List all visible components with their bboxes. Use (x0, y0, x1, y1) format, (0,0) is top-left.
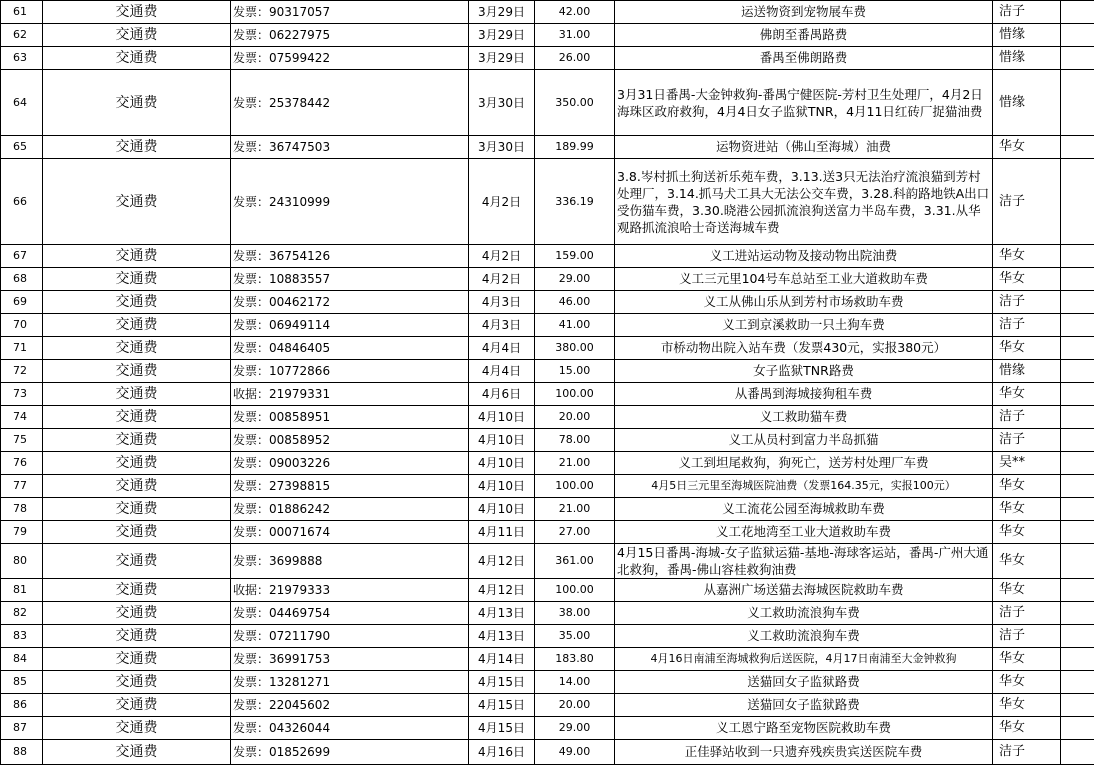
row-number: 74 (1, 406, 43, 429)
row-invoice: 发票：01886242 (231, 498, 469, 521)
row-amount: 42.00 (535, 1, 615, 24)
row-description: 3月31日番禺-大金钟救狗-番禺宁健医院-芳村卫生处理厂，4月2日海珠区政府救狗，4月4日女子监狱TNR，4月11日红砖厂捉猫油费 (615, 70, 993, 136)
row-category: 交通费 (43, 602, 231, 625)
row-empty-cell (1061, 521, 1094, 544)
row-number: 88 (1, 740, 43, 765)
row-amount: 100.00 (535, 383, 615, 406)
table-row (1, 602, 1094, 625)
row-date: 4月13日 (469, 602, 535, 625)
row-description: 义工到京溪救助一只土狗车费 (615, 314, 993, 337)
row-empty-cell (1061, 579, 1094, 602)
row-person: 华女 (993, 498, 1061, 521)
row-category: 交通费 (43, 24, 231, 47)
row-empty-cell (1061, 360, 1094, 383)
row-person: 华女 (993, 521, 1061, 544)
row-description: 佛朗至番禺路费 (615, 24, 993, 47)
row-number: 66 (1, 159, 43, 245)
row-invoice: 发票：09003226 (231, 452, 469, 475)
row-date: 4月13日 (469, 625, 535, 648)
row-invoice: 发票：06949114 (231, 314, 469, 337)
row-invoice: 发票：10883557 (231, 268, 469, 291)
row-person: 洁子 (993, 406, 1061, 429)
row-date: 4月15日 (469, 694, 535, 717)
row-date: 3月30日 (469, 136, 535, 159)
row-person: 洁子 (993, 314, 1061, 337)
row-empty-cell (1061, 70, 1094, 136)
row-category: 交通费 (43, 314, 231, 337)
row-amount: 336.19 (535, 159, 615, 245)
table-row (1, 625, 1094, 648)
row-date: 4月15日 (469, 671, 535, 694)
table-row (1, 1, 1094, 24)
row-amount: 29.00 (535, 717, 615, 740)
row-person: 洁子 (993, 429, 1061, 452)
table-row (1, 268, 1094, 291)
row-invoice: 发票：36747503 (231, 136, 469, 159)
row-amount: 159.00 (535, 245, 615, 268)
row-person: 华女 (993, 717, 1061, 740)
row-empty-cell (1061, 159, 1094, 245)
row-amount: 100.00 (535, 475, 615, 498)
row-empty-cell (1061, 602, 1094, 625)
row-amount: 38.00 (535, 602, 615, 625)
row-person: 惜缘 (993, 24, 1061, 47)
row-number: 83 (1, 625, 43, 648)
row-amount: 41.00 (535, 314, 615, 337)
row-description: 义工救助流浪狗车费 (615, 625, 993, 648)
row-amount: 100.00 (535, 579, 615, 602)
row-description: 送猫回女子监狱路费 (615, 671, 993, 694)
row-description: 从番禺到海城接狗租车费 (615, 383, 993, 406)
row-date: 4月11日 (469, 521, 535, 544)
table-row (1, 475, 1094, 498)
row-person: 华女 (993, 544, 1061, 579)
row-empty-cell (1061, 694, 1094, 717)
row-category: 交通费 (43, 159, 231, 245)
row-category: 交通费 (43, 136, 231, 159)
row-description: 义工救助猫车费 (615, 406, 993, 429)
row-description: 义工救助流浪狗车费 (615, 602, 993, 625)
row-invoice: 发票：10772866 (231, 360, 469, 383)
row-empty-cell (1061, 625, 1094, 648)
row-empty-cell (1061, 291, 1094, 314)
row-invoice: 发票：07599422 (231, 47, 469, 70)
row-person: 华女 (993, 648, 1061, 671)
row-amount: 26.00 (535, 47, 615, 70)
row-date: 4月2日 (469, 159, 535, 245)
row-amount: 361.00 (535, 544, 615, 579)
row-invoice: 发票：04846405 (231, 337, 469, 360)
row-number: 63 (1, 47, 43, 70)
row-category: 交通费 (43, 740, 231, 765)
row-number: 71 (1, 337, 43, 360)
row-category: 交通费 (43, 406, 231, 429)
row-number: 86 (1, 694, 43, 717)
row-invoice: 收据：21979331 (231, 383, 469, 406)
row-invoice: 发票：04326044 (231, 717, 469, 740)
row-date: 4月12日 (469, 579, 535, 602)
row-description: 义工从佛山乐从到芳村市场救助车费 (615, 291, 993, 314)
row-invoice: 发票：25378442 (231, 70, 469, 136)
row-number: 70 (1, 314, 43, 337)
row-number: 87 (1, 717, 43, 740)
row-empty-cell (1061, 498, 1094, 521)
row-date: 4月10日 (469, 498, 535, 521)
row-empty-cell (1061, 452, 1094, 475)
row-empty-cell (1061, 475, 1094, 498)
row-empty-cell (1061, 136, 1094, 159)
row-amount: 183.80 (535, 648, 615, 671)
row-description: 送猫回女子监狱路费 (615, 694, 993, 717)
row-date: 4月16日 (469, 740, 535, 765)
row-date: 4月14日 (469, 648, 535, 671)
row-date: 4月3日 (469, 291, 535, 314)
row-invoice: 发票：22045602 (231, 694, 469, 717)
row-amount: 35.00 (535, 625, 615, 648)
row-number: 76 (1, 452, 43, 475)
row-empty-cell (1061, 245, 1094, 268)
row-amount: 21.00 (535, 498, 615, 521)
row-number: 84 (1, 648, 43, 671)
row-empty-cell (1061, 314, 1094, 337)
row-invoice: 发票：27398815 (231, 475, 469, 498)
row-person: 洁子 (993, 1, 1061, 24)
row-date: 4月10日 (469, 452, 535, 475)
row-amount: 29.00 (535, 268, 615, 291)
row-amount: 21.00 (535, 452, 615, 475)
row-invoice: 发票：90317057 (231, 1, 469, 24)
row-amount: 15.00 (535, 360, 615, 383)
row-category: 交通费 (43, 429, 231, 452)
row-empty-cell (1061, 406, 1094, 429)
row-person: 洁子 (993, 602, 1061, 625)
row-date: 4月2日 (469, 268, 535, 291)
row-category: 交通费 (43, 671, 231, 694)
table-row (1, 694, 1094, 717)
row-date: 3月29日 (469, 24, 535, 47)
row-invoice: 发票：07211790 (231, 625, 469, 648)
table-row (1, 70, 1094, 136)
row-number: 65 (1, 136, 43, 159)
table-row (1, 24, 1094, 47)
row-description: 4月15日番禺-海城-女子监狱运猫-基地-海球客运站，番禺-广州大通北救狗，番禺-佛山容桂救狗油费 (615, 544, 993, 579)
row-description: 4月16日南浦至海城救狗后送医院，4月17日南浦至大金钟救狗 (615, 648, 993, 671)
table-row (1, 521, 1094, 544)
row-date: 4月10日 (469, 406, 535, 429)
row-category: 交通费 (43, 694, 231, 717)
row-date: 4月4日 (469, 360, 535, 383)
table-row (1, 579, 1094, 602)
row-person: 华女 (993, 136, 1061, 159)
row-category: 交通费 (43, 521, 231, 544)
row-description: 正佳驿站收到一只遗弃残疾贵宾送医院车费 (615, 740, 993, 765)
row-amount: 49.00 (535, 740, 615, 765)
row-date: 4月4日 (469, 337, 535, 360)
row-number: 81 (1, 579, 43, 602)
row-person: 华女 (993, 268, 1061, 291)
row-number: 62 (1, 24, 43, 47)
row-person: 华女 (993, 383, 1061, 406)
row-date: 4月15日 (469, 717, 535, 740)
row-category: 交通费 (43, 475, 231, 498)
table-row (1, 498, 1094, 521)
row-description: 番禺至佛朗路费 (615, 47, 993, 70)
table-row (1, 136, 1094, 159)
table-row (1, 360, 1094, 383)
table-row (1, 337, 1094, 360)
row-empty-cell (1061, 383, 1094, 406)
row-invoice: 发票：00462172 (231, 291, 469, 314)
row-date: 4月6日 (469, 383, 535, 406)
row-category: 交通费 (43, 291, 231, 314)
row-empty-cell (1061, 740, 1094, 765)
row-category: 交通费 (43, 337, 231, 360)
row-amount: 31.00 (535, 24, 615, 47)
row-date: 4月12日 (469, 544, 535, 579)
row-number: 82 (1, 602, 43, 625)
row-category: 交通费 (43, 70, 231, 136)
row-number: 77 (1, 475, 43, 498)
row-amount: 20.00 (535, 694, 615, 717)
row-person: 惜缘 (993, 360, 1061, 383)
row-invoice: 发票：04469754 (231, 602, 469, 625)
row-empty-cell (1061, 671, 1094, 694)
row-invoice: 发票：36754126 (231, 245, 469, 268)
row-person: 华女 (993, 245, 1061, 268)
table-row (1, 717, 1094, 740)
row-person: 洁子 (993, 159, 1061, 245)
row-empty-cell (1061, 648, 1094, 671)
row-person: 惜缘 (993, 47, 1061, 70)
table-row (1, 291, 1094, 314)
row-empty-cell (1061, 429, 1094, 452)
row-amount: 189.99 (535, 136, 615, 159)
row-description: 女子监狱TNR路费 (615, 360, 993, 383)
row-invoice: 发票：24310999 (231, 159, 469, 245)
row-invoice: 发票：06227975 (231, 24, 469, 47)
row-category: 交通费 (43, 717, 231, 740)
row-amount: 78.00 (535, 429, 615, 452)
table-row (1, 314, 1094, 337)
row-description: 义工恩宁路至宠物医院救助车费 (615, 717, 993, 740)
row-category: 交通费 (43, 579, 231, 602)
row-empty-cell (1061, 544, 1094, 579)
row-number: 67 (1, 245, 43, 268)
row-person: 华女 (993, 671, 1061, 694)
row-date: 3月30日 (469, 70, 535, 136)
row-number: 78 (1, 498, 43, 521)
row-invoice: 发票：3699888 (231, 544, 469, 579)
row-date: 3月29日 (469, 47, 535, 70)
row-number: 72 (1, 360, 43, 383)
row-number: 79 (1, 521, 43, 544)
row-invoice: 发票：13281271 (231, 671, 469, 694)
table-body (1, 1, 1094, 765)
row-amount: 27.00 (535, 521, 615, 544)
row-description: 3.8.岑村抓土狗送祈乐苑车费，3.13.送3只无法治疗流浪猫到芳村处理厂，3.14.抓马犬工具大无法公交车费，3.28.科韵路地铁A出口受伤猫车费，3.30.晓港公园抓流浪狗送富力半岛车费，3.31.从华观路抓流浪哈士奇送海城车费 (615, 159, 993, 245)
row-empty-cell (1061, 24, 1094, 47)
row-person: 华女 (993, 475, 1061, 498)
row-empty-cell (1061, 337, 1094, 360)
row-category: 交通费 (43, 625, 231, 648)
row-invoice: 发票：01852699 (231, 740, 469, 765)
row-description: 义工流花公园至海城救助车费 (615, 498, 993, 521)
row-person: 洁子 (993, 740, 1061, 765)
row-category: 交通费 (43, 544, 231, 579)
row-category: 交通费 (43, 268, 231, 291)
row-description: 义工到坦尾救狗，狗死亡，送芳村处理厂车费 (615, 452, 993, 475)
row-empty-cell (1061, 717, 1094, 740)
row-date: 4月10日 (469, 429, 535, 452)
row-number: 69 (1, 291, 43, 314)
row-description: 义工三元里104号车总站至工业大道救助车费 (615, 268, 993, 291)
table-row (1, 159, 1094, 245)
table-row (1, 406, 1094, 429)
row-date: 4月3日 (469, 314, 535, 337)
row-person: 华女 (993, 694, 1061, 717)
row-category: 交通费 (43, 498, 231, 521)
row-invoice: 发票：00071674 (231, 521, 469, 544)
row-invoice: 发票：00858952 (231, 429, 469, 452)
row-category: 交通费 (43, 452, 231, 475)
table-row (1, 383, 1094, 406)
row-number: 73 (1, 383, 43, 406)
row-date: 3月29日 (469, 1, 535, 24)
row-empty-cell (1061, 1, 1094, 24)
row-invoice: 发票：00858951 (231, 406, 469, 429)
row-number: 61 (1, 1, 43, 24)
row-category: 交通费 (43, 1, 231, 24)
row-description: 4月5日三元里至海城医院油费（发票164.35元，实报100元） (615, 475, 993, 498)
table-row (1, 671, 1094, 694)
table-row (1, 47, 1094, 70)
row-category: 交通费 (43, 383, 231, 406)
row-person: 惜缘 (993, 70, 1061, 136)
row-number: 80 (1, 544, 43, 579)
row-description: 从嘉洲广场送猫去海城医院救助车费 (615, 579, 993, 602)
row-amount: 20.00 (535, 406, 615, 429)
row-person: 吴** (993, 452, 1061, 475)
table-row (1, 429, 1094, 452)
row-number: 68 (1, 268, 43, 291)
row-empty-cell (1061, 47, 1094, 70)
row-person: 华女 (993, 337, 1061, 360)
row-date: 4月2日 (469, 245, 535, 268)
row-category: 交通费 (43, 360, 231, 383)
row-date: 4月10日 (469, 475, 535, 498)
table-row (1, 452, 1094, 475)
row-number: 75 (1, 429, 43, 452)
row-empty-cell (1061, 268, 1094, 291)
table-row (1, 245, 1094, 268)
row-amount: 350.00 (535, 70, 615, 136)
row-category: 交通费 (43, 47, 231, 70)
table-row (1, 544, 1094, 579)
row-number: 64 (1, 70, 43, 136)
row-person: 洁子 (993, 291, 1061, 314)
row-category: 交通费 (43, 648, 231, 671)
row-amount: 380.00 (535, 337, 615, 360)
row-description: 义工花地湾至工业大道救助车费 (615, 521, 993, 544)
table-row (1, 648, 1094, 671)
row-invoice: 收据：21979333 (231, 579, 469, 602)
row-category: 交通费 (43, 245, 231, 268)
row-description: 义工从员村到富力半岛抓猫 (615, 429, 993, 452)
row-number: 85 (1, 671, 43, 694)
row-description: 义工进站运动物及接动物出院油费 (615, 245, 993, 268)
table-row (1, 740, 1094, 765)
row-description: 市桥动物出院入站车费（发票430元，实报380元） (615, 337, 993, 360)
row-person: 洁子 (993, 625, 1061, 648)
row-description: 运物资进站（佛山至海城）油费 (615, 136, 993, 159)
row-person: 华女 (993, 579, 1061, 602)
row-description: 运送物资到宠物展车费 (615, 1, 993, 24)
row-amount: 14.00 (535, 671, 615, 694)
row-amount: 46.00 (535, 291, 615, 314)
row-invoice: 发票：36991753 (231, 648, 469, 671)
